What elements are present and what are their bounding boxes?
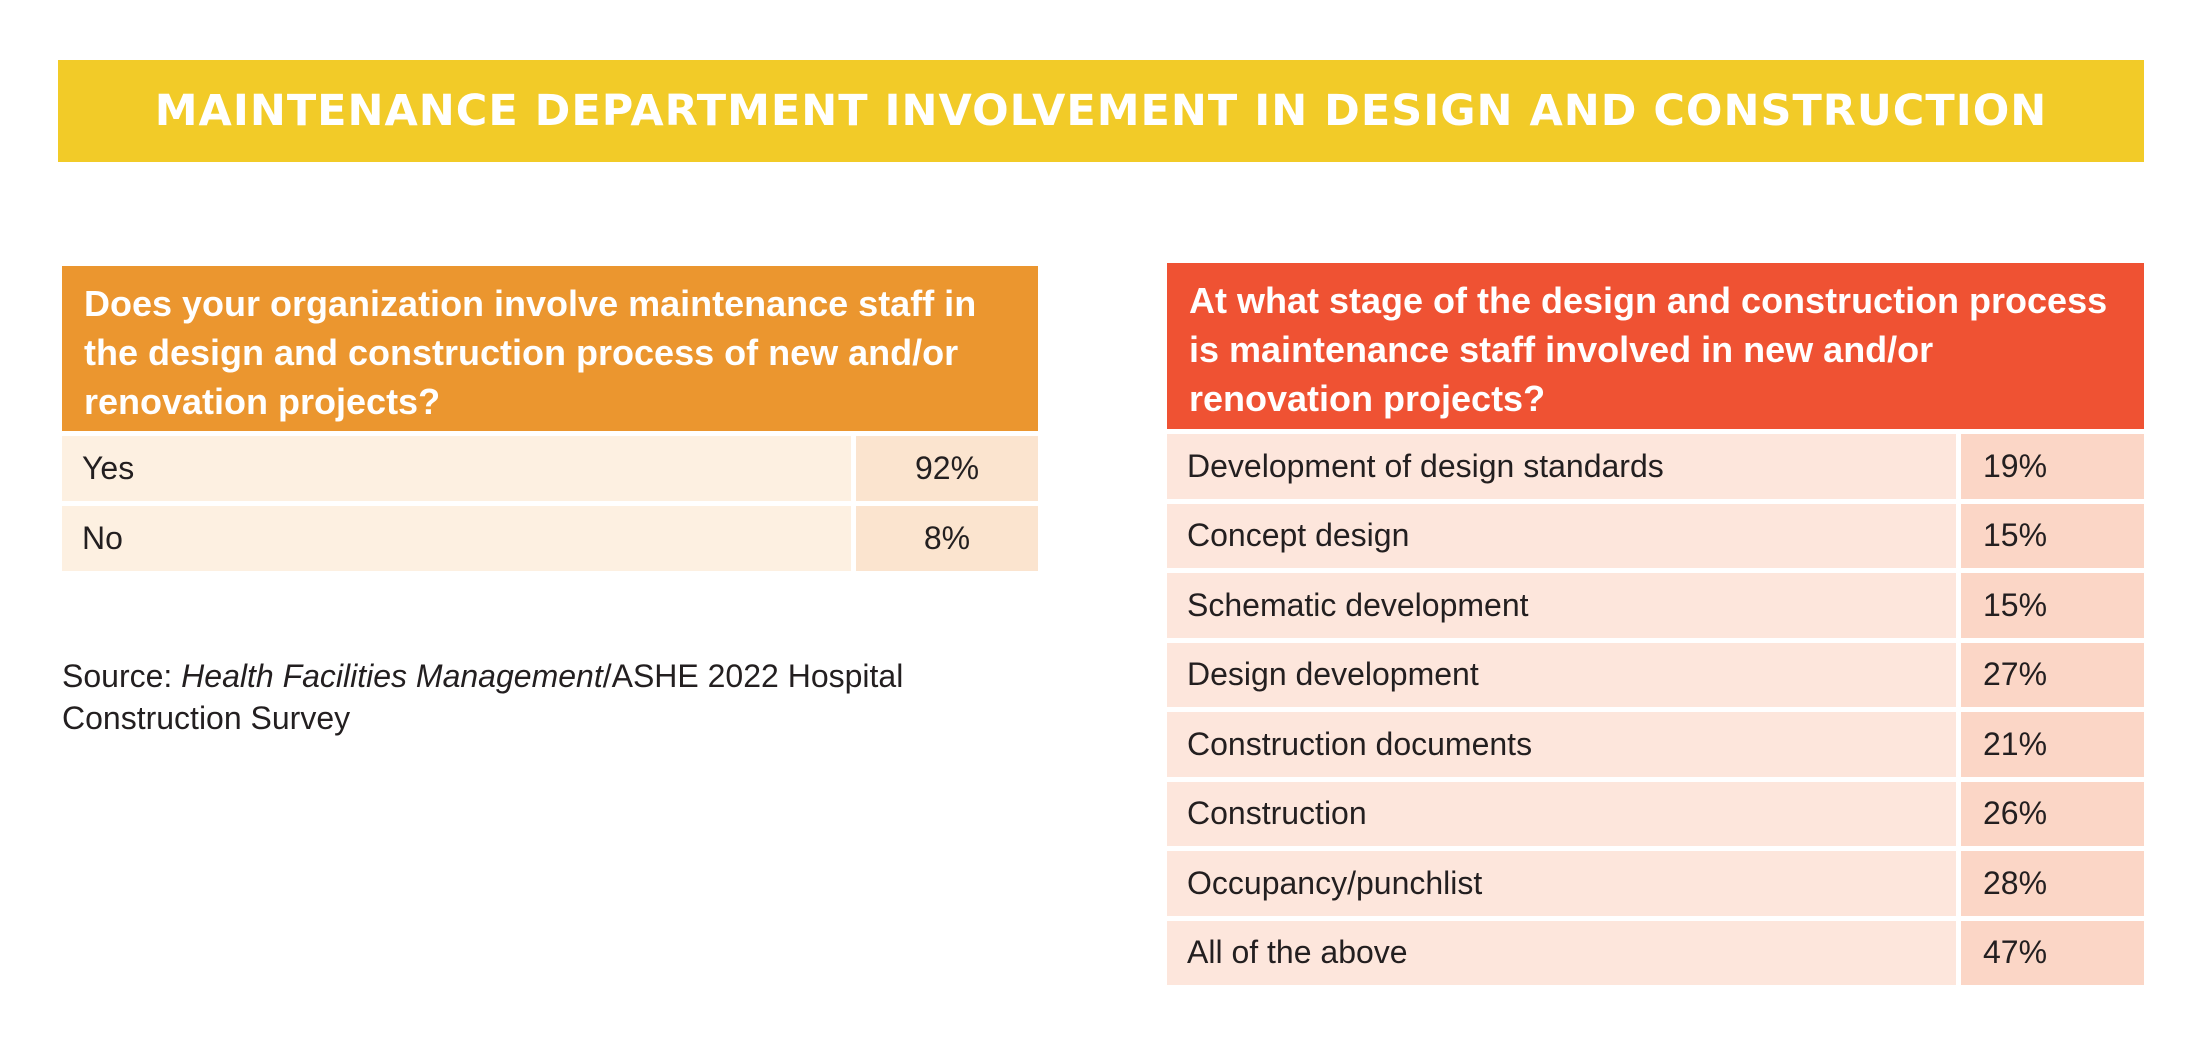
stage-row <box>1167 712 2144 777</box>
stage-table-body <box>1167 434 2144 985</box>
stage-row-label: Construction <box>1167 782 1956 847</box>
stage-row <box>1167 782 2144 847</box>
source-publication: Health Facilities Management <box>181 658 603 694</box>
involvement-table-body <box>62 436 1038 571</box>
stage-row-value: 47% <box>1961 921 2144 986</box>
stage-row-value: 26% <box>1961 782 2144 847</box>
stage-row-label: Design development <box>1167 643 1956 708</box>
stage-table <box>1167 263 2144 985</box>
involvement-row-label: Yes <box>62 436 851 501</box>
stage-row-value: 19% <box>1961 434 2144 499</box>
source-suffix: /ASHE 2022 Hospital Construction Survey <box>62 658 904 736</box>
stage-row-value: 21% <box>1961 712 2144 777</box>
page-title: MAINTENANCE DEPARTMENT INVOLVEMENT IN DESIGN AND CONSTRUCTION <box>154 86 2048 136</box>
stage-row-label: Occupancy/punchlist <box>1167 851 1956 916</box>
stage-row <box>1167 851 2144 916</box>
stage-row <box>1167 643 2144 708</box>
stage-row-label: Construction documents <box>1167 712 1956 777</box>
source-note <box>62 655 962 739</box>
involvement-table-header: Does your organization involve maintenance staff in the design and construction process of new and/or renovation projects? <box>62 266 1038 431</box>
stage-row-value: 28% <box>1961 851 2144 916</box>
stage-row-label: Schematic development <box>1167 573 1956 638</box>
stage-row <box>1167 921 2144 986</box>
stage-table-header: At what stage of the design and construction process is maintenance staff involved in new and/or renovation projects? <box>1167 263 2144 429</box>
involvement-row <box>62 506 1038 571</box>
stage-row-label: Concept design <box>1167 504 1956 569</box>
involvement-row-value: 8% <box>856 506 1038 571</box>
involvement-table <box>62 266 1038 571</box>
stage-row-value: 15% <box>1961 573 2144 638</box>
stage-row-value: 15% <box>1961 504 2144 569</box>
title-banner <box>58 60 2144 162</box>
involvement-row-label: No <box>62 506 851 571</box>
stage-row-label: Development of design standards <box>1167 434 1956 499</box>
involvement-row-value: 92% <box>856 436 1038 501</box>
stage-row-label: All of the above <box>1167 921 1956 986</box>
stage-row <box>1167 504 2144 569</box>
involvement-row <box>62 436 1038 501</box>
stage-row <box>1167 434 2144 499</box>
stage-row <box>1167 573 2144 638</box>
source-prefix: Source: <box>62 658 182 694</box>
stage-row-value: 27% <box>1961 643 2144 708</box>
